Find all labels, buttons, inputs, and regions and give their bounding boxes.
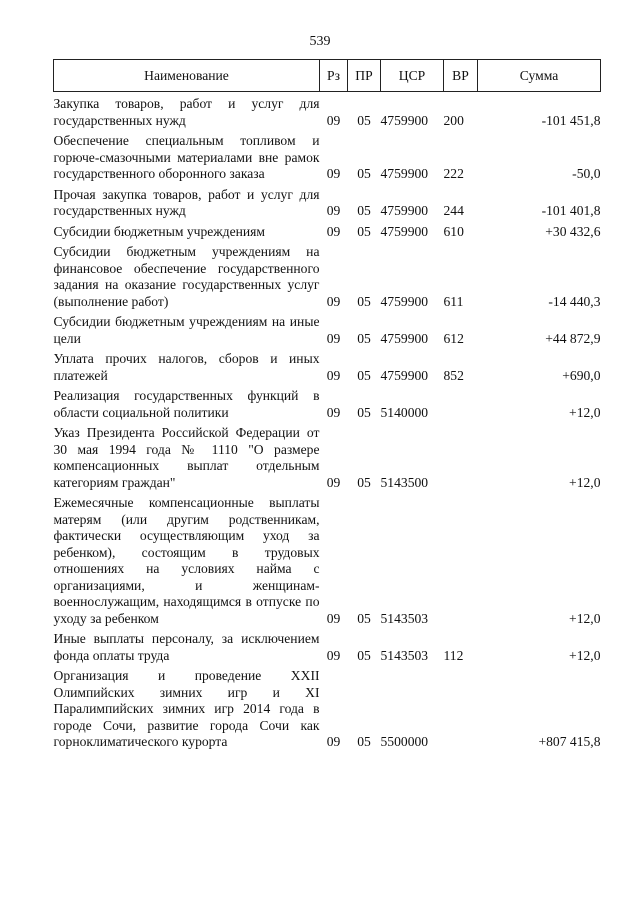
row-rz: 09 — [326, 404, 341, 420]
header-name: Наименование — [54, 60, 320, 92]
row-name: Обеспечение специальным топливом и горюче-смазочными материалами вне рамок государственного оборонного заказа — [53, 133, 320, 181]
table-row — [54, 92, 601, 130]
row-pr: 05 — [357, 223, 371, 239]
row-sum: +690,0 — [562, 367, 601, 383]
row-sum: -50,0 — [572, 166, 601, 181]
row-pr: 05 — [357, 166, 371, 181]
row-pr: 05 — [357, 610, 371, 626]
row-rz: 09 — [326, 367, 341, 383]
table-header-row — [54, 60, 601, 92]
row-vr — [444, 491, 478, 627]
row-pr: 05 — [357, 330, 371, 346]
row-rz: 09 — [326, 223, 341, 239]
header-pr: ПР — [348, 60, 381, 92]
row-csr: 4759900 — [380, 330, 429, 346]
row-vr: 200 — [443, 112, 464, 128]
row-name: Уплата прочих налогов, сборов и иных платежей — [53, 351, 320, 383]
row-rz: 09 — [326, 647, 341, 663]
table-row — [54, 421, 601, 491]
row-sum: +30 432,6 — [545, 223, 601, 239]
table-row — [54, 664, 601, 751]
row-name: Реализация государственных функций в области социальной политики — [53, 388, 320, 420]
table-row — [54, 347, 601, 384]
row-csr: 4759900 — [380, 293, 429, 309]
row-pr: 05 — [357, 734, 371, 749]
header-vr: ВР — [444, 60, 478, 92]
row-csr: 5143503 — [380, 610, 429, 626]
row-vr — [444, 384, 478, 421]
row-sum: -14 440,3 — [548, 293, 601, 309]
row-pr: 05 — [357, 203, 371, 218]
row-csr: 4759900 — [380, 367, 429, 383]
row-pr: 05 — [357, 647, 371, 663]
row-vr: 611 — [443, 293, 464, 309]
row-sum: +12,0 — [569, 474, 601, 490]
table-row — [54, 310, 601, 347]
header-rz: Рз — [320, 60, 348, 92]
row-sum: -101 451,8 — [541, 112, 601, 128]
row-vr — [444, 421, 478, 491]
row-name: Ежемесячные компенсационные выплаты матерям (или другим родственникам, фактически осуществляющим уход за ребенком), состоящим в трудовых отношениях на условиях найма с организациями, и женщинам-военнослужащим, находящимся в отпуске по уходу за ребенком — [53, 495, 320, 626]
row-csr: 5500000 — [380, 734, 429, 749]
row-pr: 05 — [357, 112, 371, 128]
row-pr: 05 — [357, 404, 371, 420]
row-csr: 4759900 — [380, 223, 429, 239]
page-number: 539 — [309, 34, 331, 49]
row-name: Закупка товаров, работ и услуг для государственных нужд — [53, 96, 320, 128]
row-name: Организация и проведение XXII Олимпийских зимних игр и XI Паралимпийских зимних игр 2014 года в городе Сочи, развитие города Сочи как горноклиматического курорта — [53, 668, 320, 749]
row-name: Прочая закупка товаров, работ и услуг для государственных нужд — [53, 186, 320, 218]
row-rz: 09 — [326, 734, 341, 749]
row-name: Субсидии бюджетным учреждениям на финансовое обеспечение государственного задания на оказание государственных услуг (выполнение работ) — [53, 244, 320, 309]
table-row — [54, 240, 601, 310]
row-vr: 852 — [443, 367, 464, 383]
row-sum: +807 415,8 — [538, 734, 601, 749]
row-name: Субсидии бюджетным учреждениям на иные цели — [53, 314, 320, 346]
row-csr: 5143500 — [380, 474, 429, 490]
table-row — [54, 220, 601, 241]
row-vr — [444, 664, 478, 751]
table-row — [54, 627, 601, 664]
row-rz: 09 — [326, 293, 341, 309]
row-csr: 4759900 — [380, 166, 429, 181]
row-csr: 4759900 — [380, 112, 429, 128]
table-row — [54, 384, 601, 421]
row-rz: 09 — [326, 112, 341, 128]
row-vr: 610 — [443, 223, 464, 239]
row-vr: 244 — [443, 203, 464, 218]
row-csr: 4759900 — [380, 203, 429, 218]
row-vr: 612 — [443, 330, 464, 346]
row-rz: 09 — [326, 166, 341, 181]
row-sum: +12,0 — [569, 404, 601, 420]
table-row — [54, 129, 601, 183]
row-rz: 09 — [326, 330, 341, 346]
row-sum: +44 872,9 — [545, 330, 601, 346]
row-vr: 112 — [443, 647, 464, 663]
row-sum: -101 401,8 — [541, 203, 601, 218]
table-row — [54, 491, 601, 627]
row-rz: 09 — [326, 474, 341, 490]
row-pr: 05 — [357, 474, 371, 490]
row-vr: 222 — [443, 166, 464, 181]
row-rz: 09 — [326, 610, 341, 626]
header-csr: ЦСР — [381, 60, 444, 92]
budget-table — [53, 59, 601, 751]
row-name: Указ Президента Российской Федерации от 30 мая 1994 года № 1110 "О размере компенсационных выплат отдельным категориям граждан" — [53, 425, 320, 490]
row-pr: 05 — [357, 367, 371, 383]
row-name: Иные выплаты персоналу, за исключением фонда оплаты труда — [53, 631, 320, 663]
table-row — [54, 183, 601, 220]
row-csr: 5143503 — [380, 647, 429, 663]
row-pr: 05 — [357, 293, 371, 309]
row-rz: 09 — [326, 203, 341, 218]
row-sum: +12,0 — [569, 610, 601, 626]
row-csr: 5140000 — [380, 404, 429, 420]
row-sum: +12,0 — [569, 647, 601, 663]
header-sum: Сумма — [478, 60, 601, 92]
row-name: Субсидии бюджетным учреждениям — [53, 223, 266, 239]
